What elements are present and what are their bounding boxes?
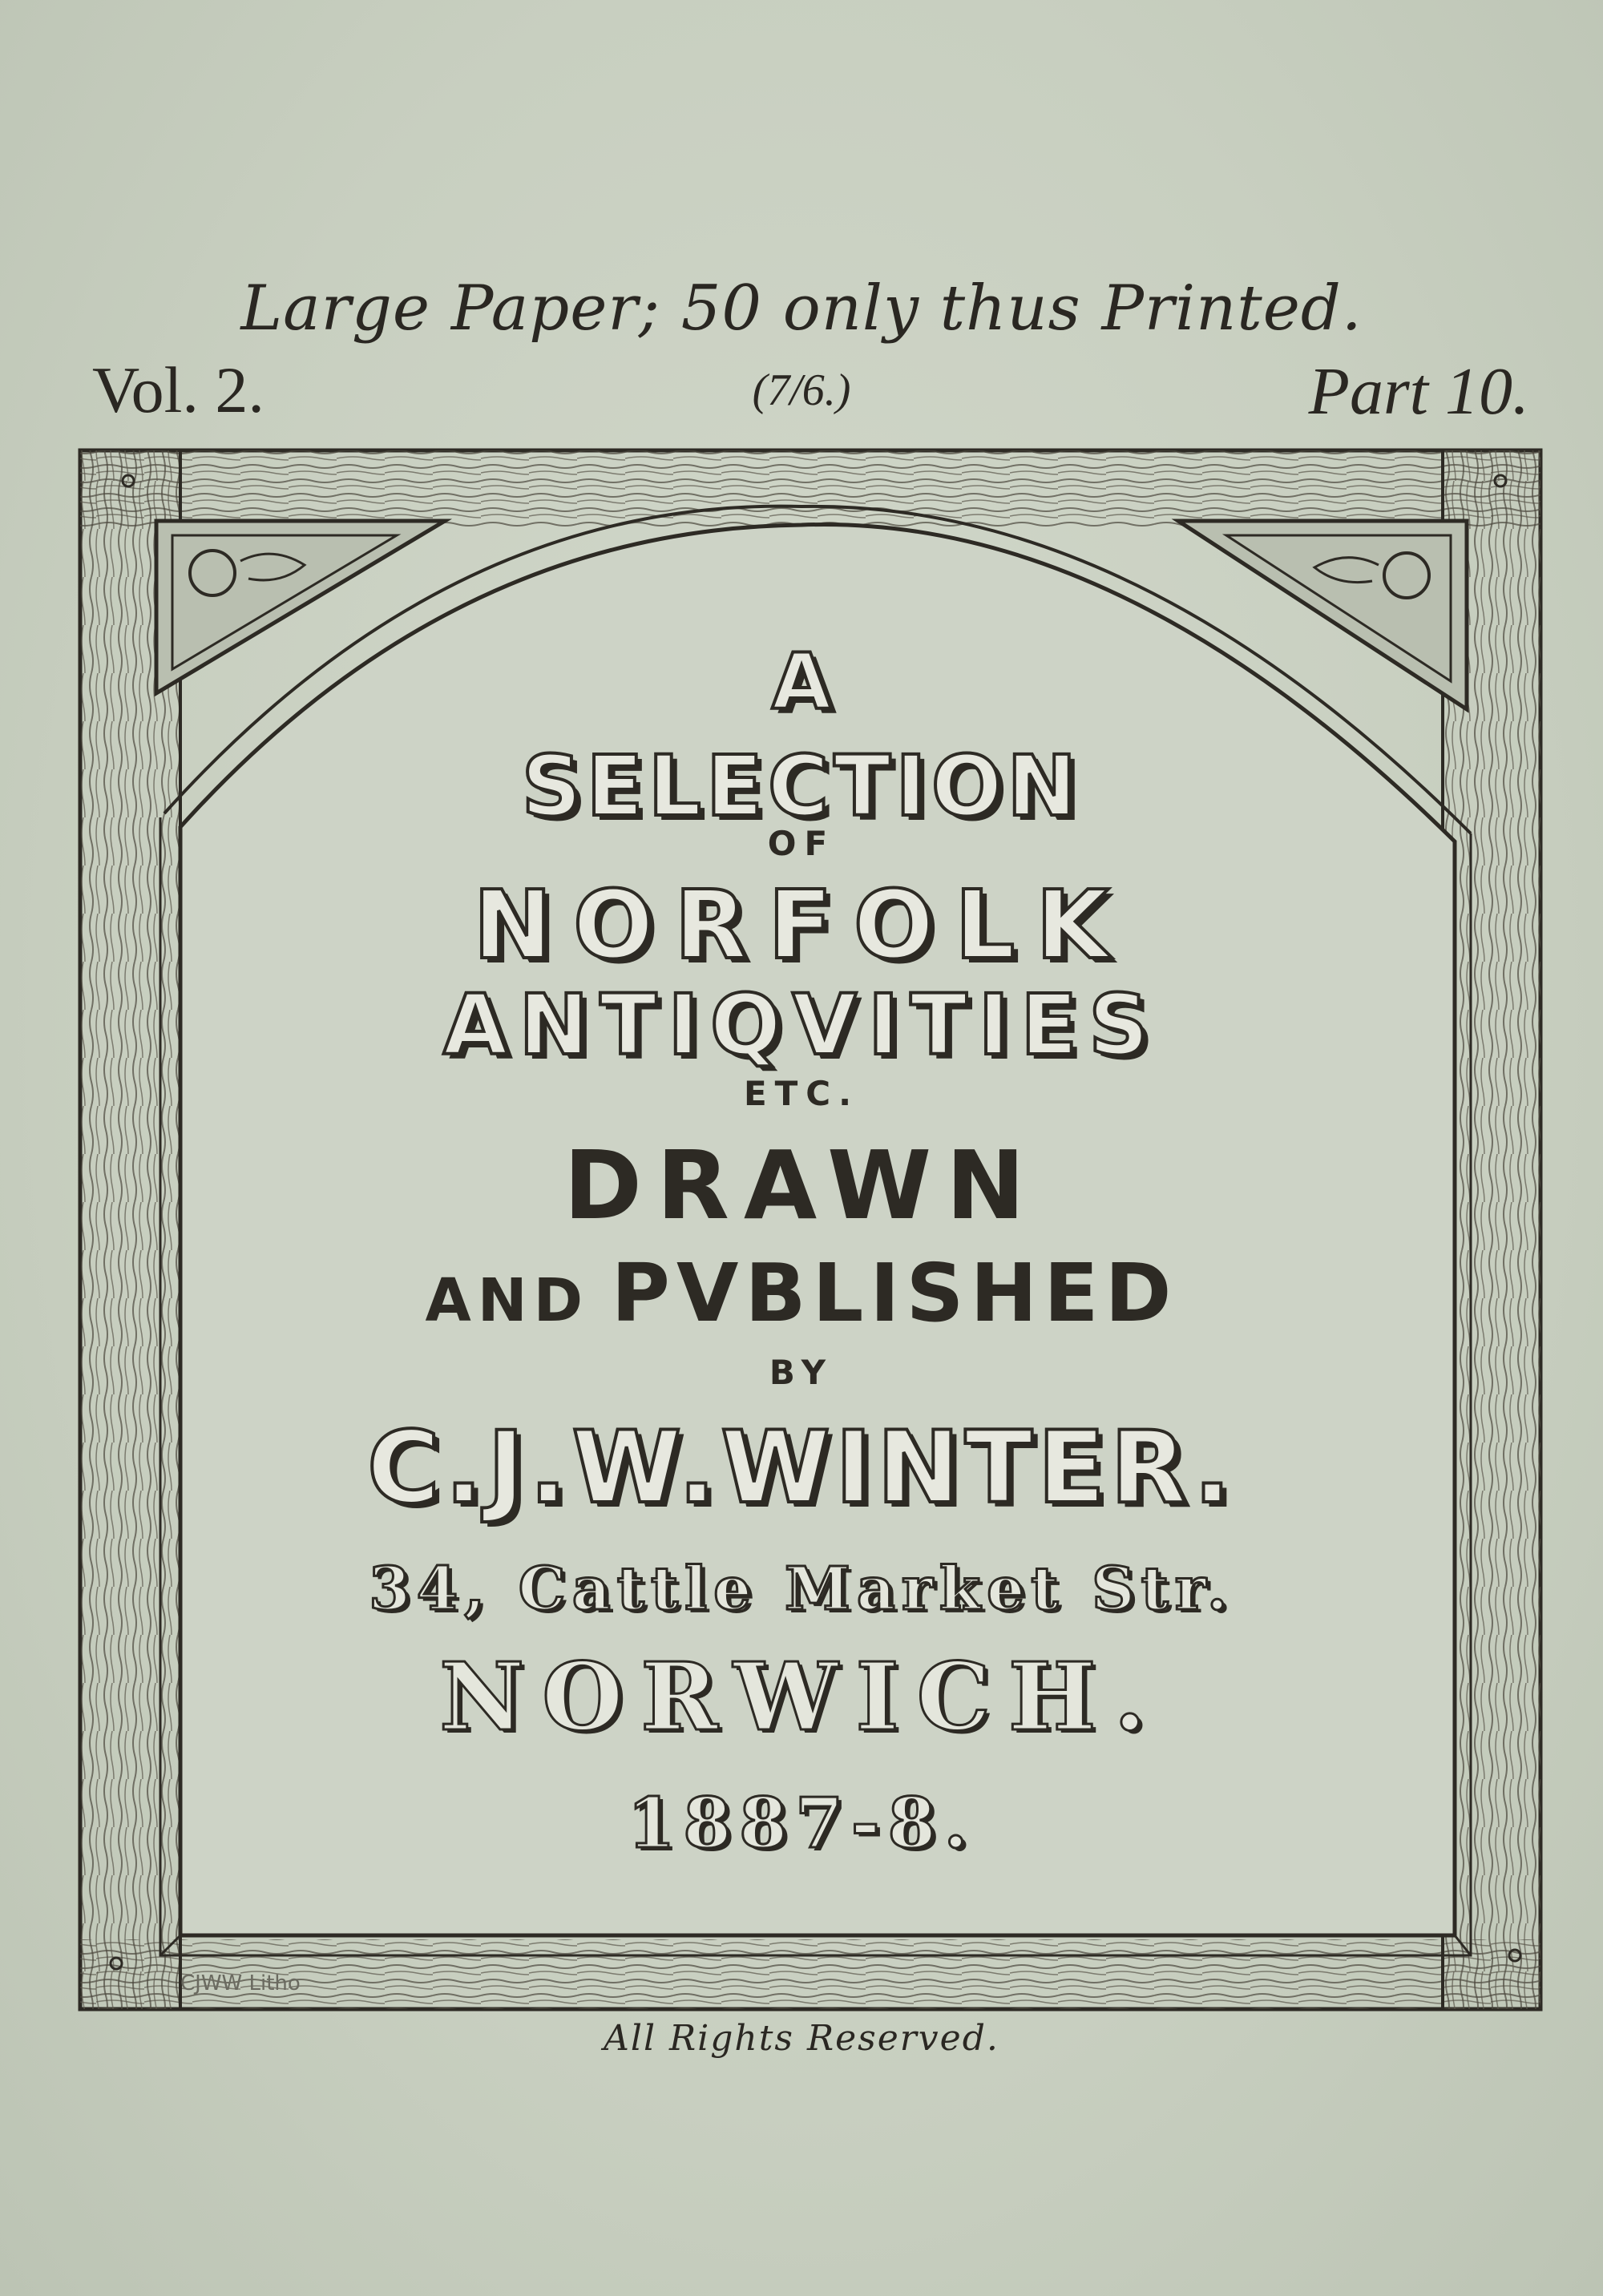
- title-selection: SELECTION: [521, 737, 1082, 835]
- publication-years: 1887-8.: [627, 1783, 976, 1864]
- title-of: OF: [767, 824, 836, 863]
- author-address: 34, Cattle Market Str.: [369, 1555, 1234, 1624]
- title-by: BY: [769, 1353, 834, 1392]
- edition-note: Large Paper; 50 only thus Printed.: [240, 272, 1363, 345]
- litho-mark: CJWW Litho: [180, 1971, 301, 1995]
- title-norfolk: NORFOLK: [473, 870, 1130, 980]
- title-etc: ETC.: [743, 1074, 860, 1113]
- rights-notice: All Rights Reserved.: [604, 2018, 999, 2059]
- part-label: Part 10.: [1308, 354, 1529, 429]
- volume-label: Vol. 2.: [92, 353, 264, 426]
- title-published: PVBLISHED: [611, 1246, 1178, 1340]
- city-norwich: NORWICH.: [439, 1643, 1164, 1752]
- title-a: A: [771, 637, 832, 727]
- title-and: AND: [425, 1266, 590, 1335]
- author-name: C.J.W.WINTER.: [367, 1410, 1236, 1526]
- title-drawn: DRAWN: [563, 1130, 1040, 1241]
- title-and-published: [0, 1246, 1603, 1340]
- title-antiquities: ANTIQVITIES: [442, 976, 1161, 1074]
- price-label: (7/6.): [752, 365, 851, 415]
